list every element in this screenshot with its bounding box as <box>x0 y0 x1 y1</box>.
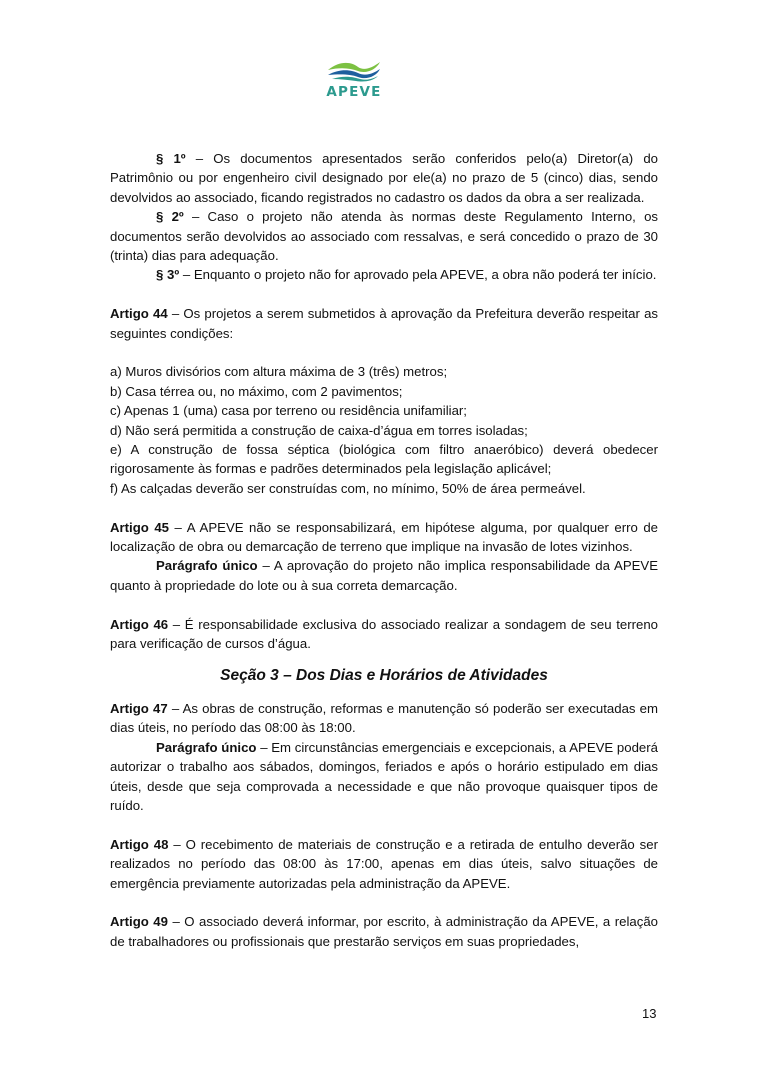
article-44-item-e: e) A construção de fossa séptica (biológica com filtro anaeróbico) deverá obedecer rigorosamente às formas e padrões determinados pela legislação aplicável; <box>110 442 658 477</box>
article-44-item-b: b) Casa térrea ou, no máximo, com 2 pavimentos; <box>110 383 403 399</box>
paragraph-text: – Os documentos apresentados serão conferidos pelo(a) Diretor(a) do Patrimônio ou por engenheiro civil designado por ele(a) no prazo de 5 (cinco) dias, sendo devolvidos ao associado, ficando registrados no cadastro os dados da obra a ser realizada. <box>110 151 658 205</box>
article-text: – É responsabilidade exclusiva do associado realizar a sondagem de seu terreno para verificação de cursos d’água. <box>110 616 658 652</box>
article-label: Artigo 44 <box>110 306 168 322</box>
paragraph-label: § 2º <box>156 209 184 225</box>
article-text: – O associado deverá informar, por escrito, à administração da APEVE, a relação de trabalhadores ou profissionais que prestarão serviços em suas propriedades, <box>110 914 658 949</box>
article-44 <box>110 304 658 343</box>
article-text: – A APEVE não se responsabilizará, em hipótese alguma, por qualquer erro de localização de obra ou demarcação de terreno que implique na invasão de lotes vizinhos. <box>110 519 659 555</box>
paragraph-label: § 1º <box>156 151 186 166</box>
article-44-item-d: d) Não será permitida a construção de caixa-d’água em torres isoladas; <box>110 422 528 438</box>
article-48 <box>110 835 658 893</box>
paragraph-label: Parágrafo único <box>156 558 258 574</box>
article-45-sole-paragraph <box>110 556 658 595</box>
article-label: Artigo 49 <box>110 914 168 930</box>
article-47 <box>110 699 658 738</box>
paragraph-text: – Caso o projeto não atenda às normas deste Regulamento Interno, os documentos serão devolvidos ao associado com ressalvas, e será concedido o prazo de 30 (trinta) dias para adequação. <box>110 209 658 264</box>
paragraph-3 <box>110 265 658 284</box>
article-44-item-c: c) Apenas 1 (uma) casa por terreno ou residência unifamiliar; <box>110 403 467 419</box>
article-text: – O recebimento de materiais de construção e a retirada de entulho deverão ser realizados no período das 08:00 às 17:00, apenas em dias úteis, salvo situações de emergência previamente autorizadas pela administração da APEVE. <box>110 836 658 891</box>
article-44-item-a: a) Muros divisórios com altura máxima de 3 (três) metros; <box>110 364 448 380</box>
paragraph-2 <box>110 207 658 265</box>
article-49 <box>110 912 658 951</box>
article-47-sole-paragraph <box>110 738 658 816</box>
article-text: – Os projetos a serem submetidos à aprovação da Prefeitura deverão respeitar as seguintes condições: <box>110 306 658 341</box>
paragraph-1 <box>110 149 658 207</box>
article-label: Artigo 47 <box>110 700 168 716</box>
article-text: – As obras de construção, reformas e manutenção só poderão ser executadas em dias úteis, no período das 08:00 às 18:00. <box>110 700 658 736</box>
paragraph-label: Parágrafo único <box>156 739 257 755</box>
article-44-item-f: f) As calçadas deverão ser construídas com, no mínimo, 50% de área permeável. <box>110 480 586 496</box>
apeve-logo-icon <box>326 58 382 82</box>
paragraph-text: – Enquanto o projeto não for aprovado pela APEVE, a obra não poderá ter início. <box>179 267 657 283</box>
section-title: Seção 3 – Dos Dias e Horários de Atividades <box>220 666 548 684</box>
article-46 <box>110 615 658 654</box>
document-body <box>110 149 658 951</box>
article-label: Artigo 45 <box>110 519 170 535</box>
paragraph-text: – Em circunstâncias emergenciais e excepcionais, a APEVE poderá autorizar o trabalho aos sábados, domingos, feriados e após o horário estipulado em dias úteis, desde que seja comprovada a necessidade e que não provoque quaisquer tipos de ruído. <box>110 739 658 813</box>
apeve-logo <box>326 58 382 100</box>
page-number: 13 <box>642 1006 657 1021</box>
apeve-logo-text: APEVE <box>326 84 382 100</box>
article-45 <box>110 518 658 557</box>
article-label: Artigo 48 <box>110 836 169 852</box>
article-label: Artigo 46 <box>110 616 169 632</box>
paragraph-label: § 3º <box>156 267 180 283</box>
paragraph-text: – A aprovação do projeto não implica responsabilidade da APEVE quanto à propriedade do lote ou à sua correta demarcação. <box>110 558 658 593</box>
